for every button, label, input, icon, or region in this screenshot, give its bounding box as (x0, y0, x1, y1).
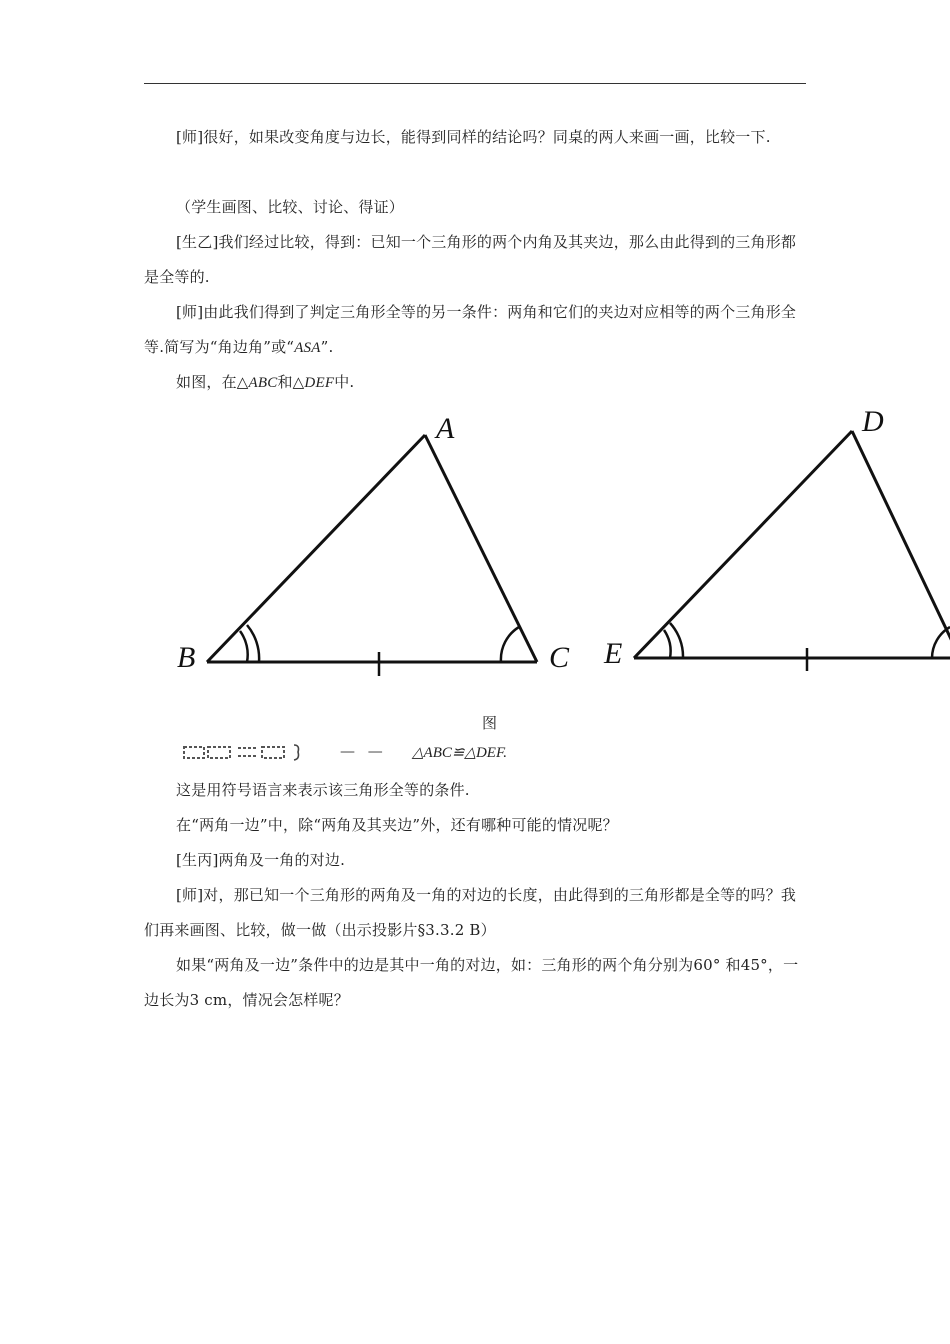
label-b: B (177, 641, 196, 674)
label-c: C (549, 641, 570, 674)
side-de (634, 431, 852, 658)
paragraph-question (144, 808, 808, 843)
side-df (852, 431, 950, 658)
asa-abbrev: ASA (294, 340, 321, 356)
angle-e-arc-2 (670, 623, 683, 658)
paragraph-text: 如图，在△ (176, 373, 249, 391)
paragraph-text: 中. (334, 373, 355, 391)
paragraph-text: [师]由此我们得到了判定三角形全等的另一条件：两角和它们的夹边对应相等的两个三角形全等.简写为“角边角”或“ (144, 303, 797, 356)
paragraph-student-bing (144, 843, 808, 878)
side-ab (207, 435, 425, 662)
paragraph-text: [生丙]两角及一角的对边. (176, 851, 346, 869)
paragraph-students (144, 190, 808, 225)
angle-e-arc-1 (664, 630, 671, 658)
paragraph-text: ”. (320, 338, 334, 356)
label-a: A (436, 412, 455, 445)
symbolic-dashes: — — (340, 742, 387, 760)
triangle-def-name: DEF (304, 375, 335, 391)
paragraph-teacher-2 (144, 295, 808, 366)
congruence-statement: △ABC≌△DEF. (412, 745, 507, 761)
paragraph-figure-intro (144, 365, 808, 401)
triangle-def (634, 431, 950, 671)
angle-c-arc (501, 627, 519, 662)
paragraph-text: （学生画图、比较、讨论、得证） (176, 198, 405, 216)
paragraph-teacher-3 (144, 878, 808, 948)
paragraph-text: [师]对，那已知一个三角形的两角及一角的对边的长度，由此得到的三角形都是全等的吗？我们再来画图、比较，做一做（出示投影片§3.3.2 B） (144, 886, 797, 939)
label-d: D (862, 405, 884, 438)
triangle-abc (207, 435, 537, 676)
paragraph-text: 和△ (277, 373, 305, 391)
blurred-text-image (176, 741, 336, 763)
figure-caption: 图 (482, 714, 498, 732)
paragraph-symbolic-note (144, 773, 808, 808)
side-ac (425, 435, 537, 662)
triangle-abc-name: ABC (248, 375, 278, 391)
paragraph-condition (144, 948, 808, 1018)
header-rule (144, 83, 806, 84)
angle-b-arc-1 (240, 631, 248, 662)
paragraph-text: [师]很好，如果改变角度与边长，能得到同样的结论吗？同桌的两人来画一画，比较一下. (176, 128, 771, 146)
label-e: E (604, 637, 623, 670)
triangles-figure (0, 405, 950, 695)
paragraph-student-yi (144, 225, 808, 295)
paragraph-text: 这是用符号语言来表示该三角形全等的条件. (176, 781, 470, 799)
paragraph-text: 在“两角一边”中，除“两角及其夹边”外，还有哪种可能的情况呢？ (176, 816, 618, 834)
paragraph-text: 如果“两角及一边”条件中的边是其中一角的对边，如：三角形的两个角分别为60° 和45°，一边长为3 cm，情况会怎样呢？ (144, 956, 799, 1009)
paragraph-teacher-1 (144, 120, 808, 155)
paragraph-text: [生乙]我们经过比较，得到：已知一个三角形的两个内角及其夹边，那么由此得到的三角形都是全等的. (144, 233, 797, 286)
